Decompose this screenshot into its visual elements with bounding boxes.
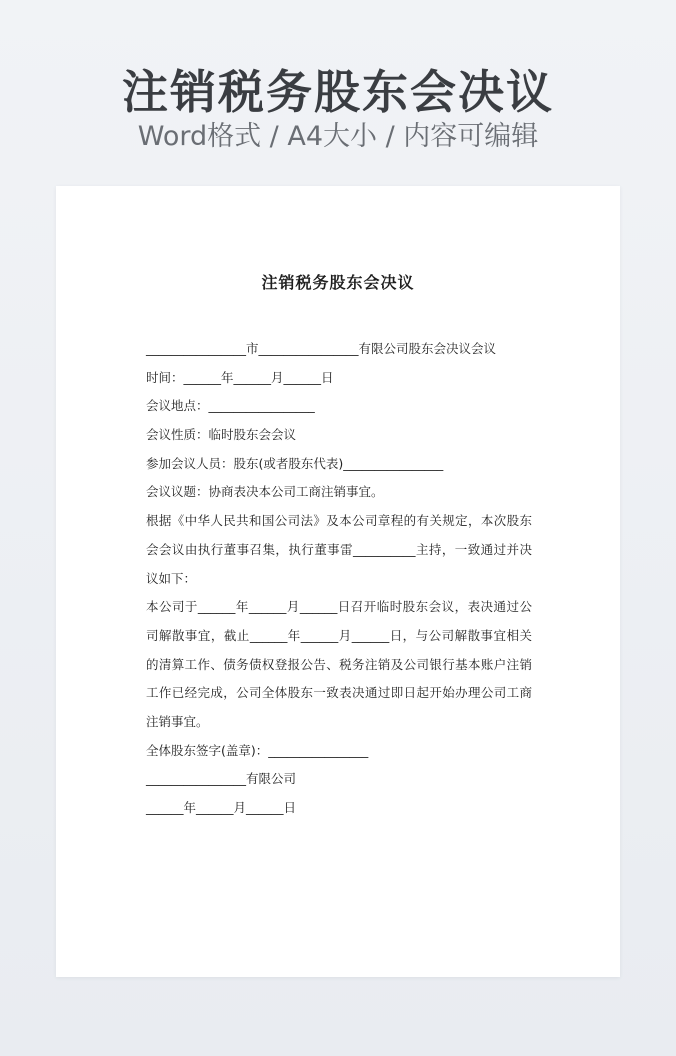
document-body [146,335,532,823]
resolution-paragraph: 本公司于______年______月______日召开临时股东会议，表决通过公司解散事宜，截止______年______月______日，与公司解散事宜相关的清算工作、债务债权登报公告、税务注销及公司银行基本账户注销工作已经完成，公司全体股东一致表决通过即日起开始办理公司工商注销事宜。 [146,599,532,730]
meeting-nature-line: 会议性质：临时股东会会议 [146,427,297,443]
meeting-location-line: 会议地点：_________________ [146,398,315,414]
banner-subtitle: Word格式 / A4大小 / 内容可编辑 [137,121,539,152]
document-page [56,186,620,977]
legal-basis-paragraph: 根据《中华人民共和国公司法》及本公司章程的有关规定，本次股东会会议由执行董事召集，执行董事雷__________主持，一致通过并决议如下： [146,513,532,586]
signing-date-line: ______年______月______日 [146,800,297,816]
meeting-header-line: ________________市________________有限公司股东会决议会议 [146,341,497,356]
shareholder-signature-line: 全体股东签字(盖章)：________________ [146,742,369,758]
meeting-topic-line: 会议议题：协商表决本公司工商注销事宜。 [146,484,384,500]
meeting-attendees-line: 参加会议人员：股东(或者股东代表)________________ [146,455,444,471]
company-name-line: ________________有限公司 [146,771,297,787]
document-title: 注销税务股东会决议 [261,273,415,292]
meeting-time-line: 时间：______年______月______日 [146,369,334,385]
banner-title: 注销税务股东会决议 [122,65,554,119]
